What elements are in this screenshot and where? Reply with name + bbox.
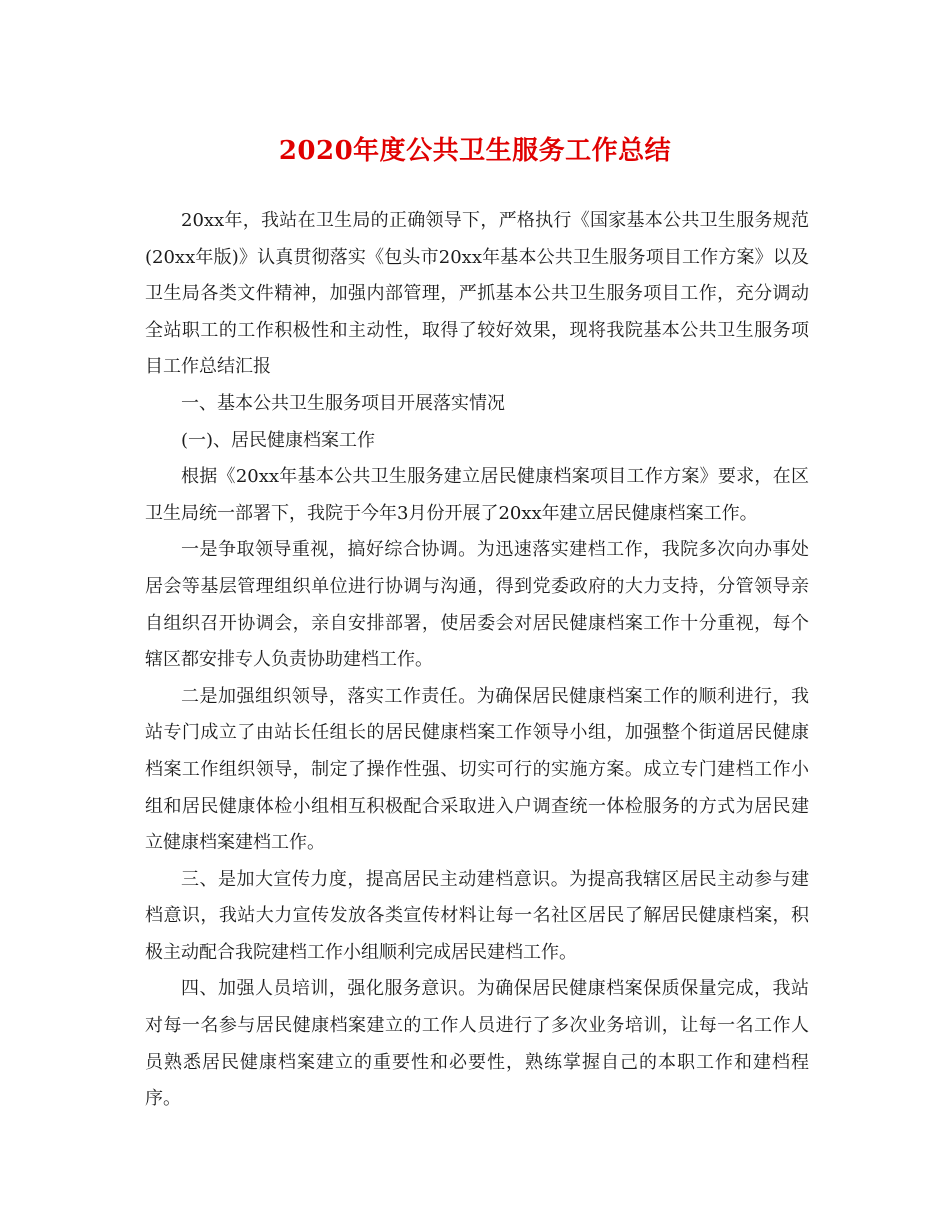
paragraph-point-1: 一是争取领导重视，搞好综合协调。为迅速落实建档工作，我院多次向办事处居会等基层管理组织单位进行协调与沟通，得到党委政府的大力支持，分管领导亲自组织召开协调会，亲自安排部署，使居委会对居民健康档案工作十分重视，每个辖区都安排专人负责协助建档工作。 [145, 539, 809, 671]
paragraph-point-2: 二是加强组织领导，落实工作责任。为确保居民健康档案工作的顺利进行，我站专门成立了由站长任组长的居民健康档案工作领导小组，加强整个街道居民健康档案工作组织领导，制定了操作性强、切实可行的实施方案。成立专门建档工作小组和居民健康体检小组相互积极配合采取进入户调查统一体检服务的方式为居民建立健康档案建档工作。 [145, 685, 809, 854]
document-title: 2020年度公共卫生服务工作总结 [278, 136, 672, 166]
paragraph-intro: 20xx年，我站在卫生局的正确领导下，严格执行《国家基本公共卫生服务规范(20xx年版)》认真贯彻落实《包头市20xx年基本公共卫生服务项目工作方案》以及卫生局各类文件精神，加强内部管理，严抓基本公共卫生服务项目工作，充分调动全站职工的工作积极性和主动性，取得了较好效果，现将我院基本公共卫生服务项目工作总结汇报 [145, 210, 809, 378]
paragraph-point-3: 三、是加大宣传力度，提高居民主动建档意识。为提高我辖区居民主动参与建档意识，我站大力宣传发放各类宣传材料让每一名社区居民了解居民健康档案，积极主动配合我院建档工作小组顺利完成居民建档工作。 [145, 868, 809, 963]
paragraph-basis: 根据《20xx年基本公共卫生服务建立居民健康档案项目工作方案》要求，在区卫生局统一部署下，我院于今年3月份开展了20xx年建立居民健康档案工作。 [145, 466, 809, 524]
section-heading-1: 一、基本公共卫生服务项目开展落实情况 [181, 392, 505, 414]
document-body [145, 203, 809, 1118]
paragraph-point-4: 四、加强人员培训，强化服务意识。为确保居民健康档案保质保量完成，我站对每一名参与居民健康档案建立的工作人员进行了多次业务培训，让每一名工作人员熟悉居民健康档案建立的重要性和必要性，熟练掌握自己的本职工作和建档程序。 [145, 978, 809, 1110]
subsection-heading-1: (一)、居民健康档案工作 [181, 429, 376, 451]
